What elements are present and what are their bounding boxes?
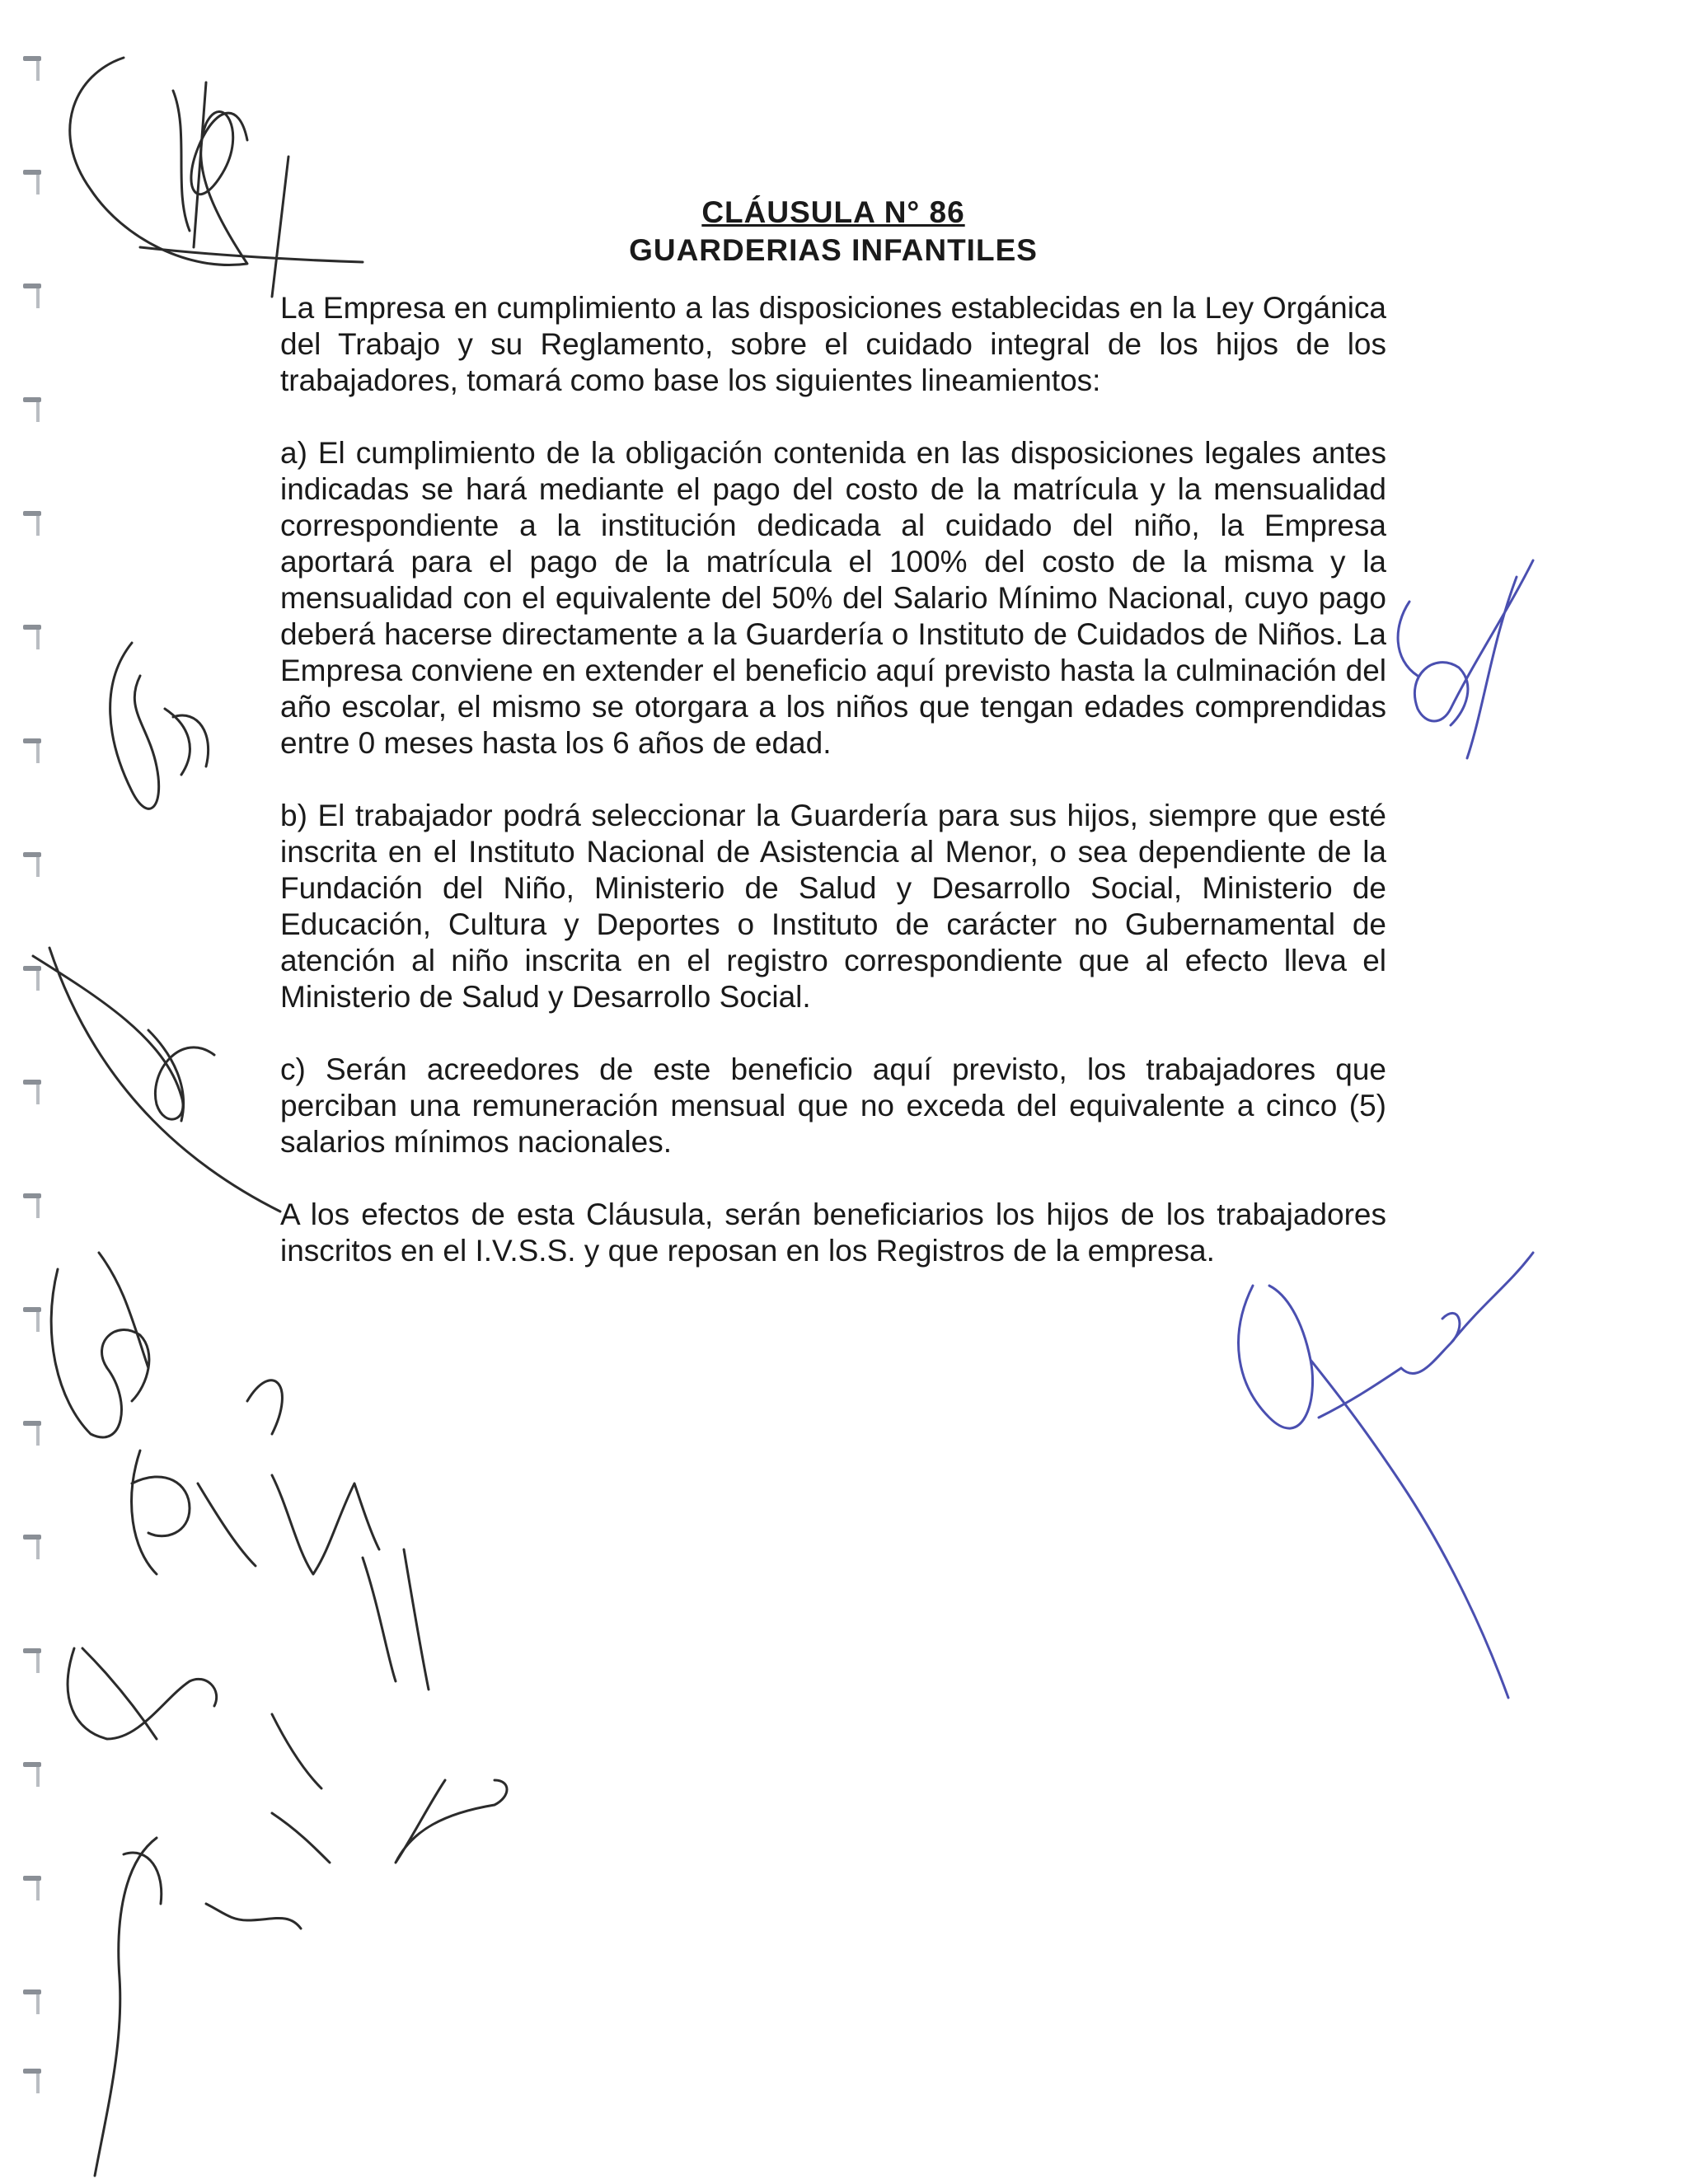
clause-number: CLÁUSULA N° 86 [701, 195, 965, 229]
binder-hole [23, 2069, 41, 2074]
binder-holes [0, 0, 66, 2184]
binder-hole [23, 966, 41, 971]
closing-paragraph: A los efectos de esta Cláusula, serán beneficiarios los hijos de los trabajadores inscritos en el I.V.S.S. y que reposan en los Registros de la empresa. [280, 1197, 1386, 1268]
binder-hole [23, 1193, 41, 1198]
signature-right-large [1239, 1253, 1533, 1698]
binder-hole [23, 1990, 41, 1994]
signature-left-4 [132, 1380, 283, 1574]
binder-hole [23, 1648, 41, 1653]
binder-hole [23, 852, 41, 857]
intro-paragraph: La Empresa en cumplimiento a las disposiciones establecidas en la Ley Orgánica del Trabajo y su Reglamento, sobre el cuidado integral de los hijos de los trabajadores, tomará como base los siguientes lineamientos: [280, 291, 1386, 397]
signature-left-6 [363, 1549, 429, 1690]
binder-hole [23, 511, 41, 516]
clause-body [280, 194, 1386, 1269]
binder-hole [23, 738, 41, 743]
signature-left-1 [110, 643, 209, 808]
paragraph-c: c) Serán acreedores de este beneficio aquí previsto, los trabajadores que perciban una remuneración mensual que no exceda del equivalente a cinco (5) salarios mínimos nacionales. [280, 1052, 1386, 1159]
signature-left-7 [68, 1648, 217, 1739]
signature-left-2 [33, 948, 280, 1212]
binder-hole [23, 625, 41, 630]
binder-hole [23, 170, 41, 175]
binder-hole [23, 397, 41, 402]
binder-hole [23, 1307, 41, 1312]
binder-hole [23, 284, 41, 288]
signature-left-8 [272, 1714, 507, 1863]
binder-hole [23, 56, 41, 61]
binder-hole [23, 1080, 41, 1085]
clause-title: GUARDERIAS INFANTILES [629, 233, 1038, 267]
binder-hole [23, 1876, 41, 1881]
signature-right-middle [1398, 560, 1533, 758]
binder-hole [23, 1762, 41, 1767]
binder-hole [23, 1535, 41, 1540]
paragraph-a: a) El cumplimiento de la obligación contenida en las disposiciones legales antes indicadas se hará mediante el pago del costo de la matrícula y la mensualidad correspondiente a la institución dedicada al cuidado del niño, la Empresa aportará para el pago de la matrícula el 100% del costo de la misma y la mensualidad con el equivalente del 50% del Salario Mínimo Nacional, cuyo pago deberá hacerse directamente a la Guardería o Instituto de Cuidados de Niños. La Empresa conviene en extender el beneficio aquí previsto hasta la culminación del año escolar, el mismo se otorgara a los niños que tengan edades comprendidas entre 0 meses hasta los 6 años de edad. [280, 436, 1386, 760]
binder-hole [23, 1421, 41, 1426]
paragraph-b: b) El trabajador podrá seleccionar la Guardería para sus hijos, siempre que esté inscrita en el Instituto Nacional de Asistencia al Menor, o sea dependiente de la Fundación del Niño, Ministerio de Salud y Desarrollo Social, Ministerio de Educación, Cultura y Deportes o Instituto de carácter no Gubernamental de atención al niño inscrita en el registro correspondiente que al efecto lleva el Ministerio de Salud y Desarrollo Social. [280, 799, 1386, 1014]
signature-bottom-left [95, 1838, 301, 2176]
signature-left-5 [272, 1475, 379, 1574]
